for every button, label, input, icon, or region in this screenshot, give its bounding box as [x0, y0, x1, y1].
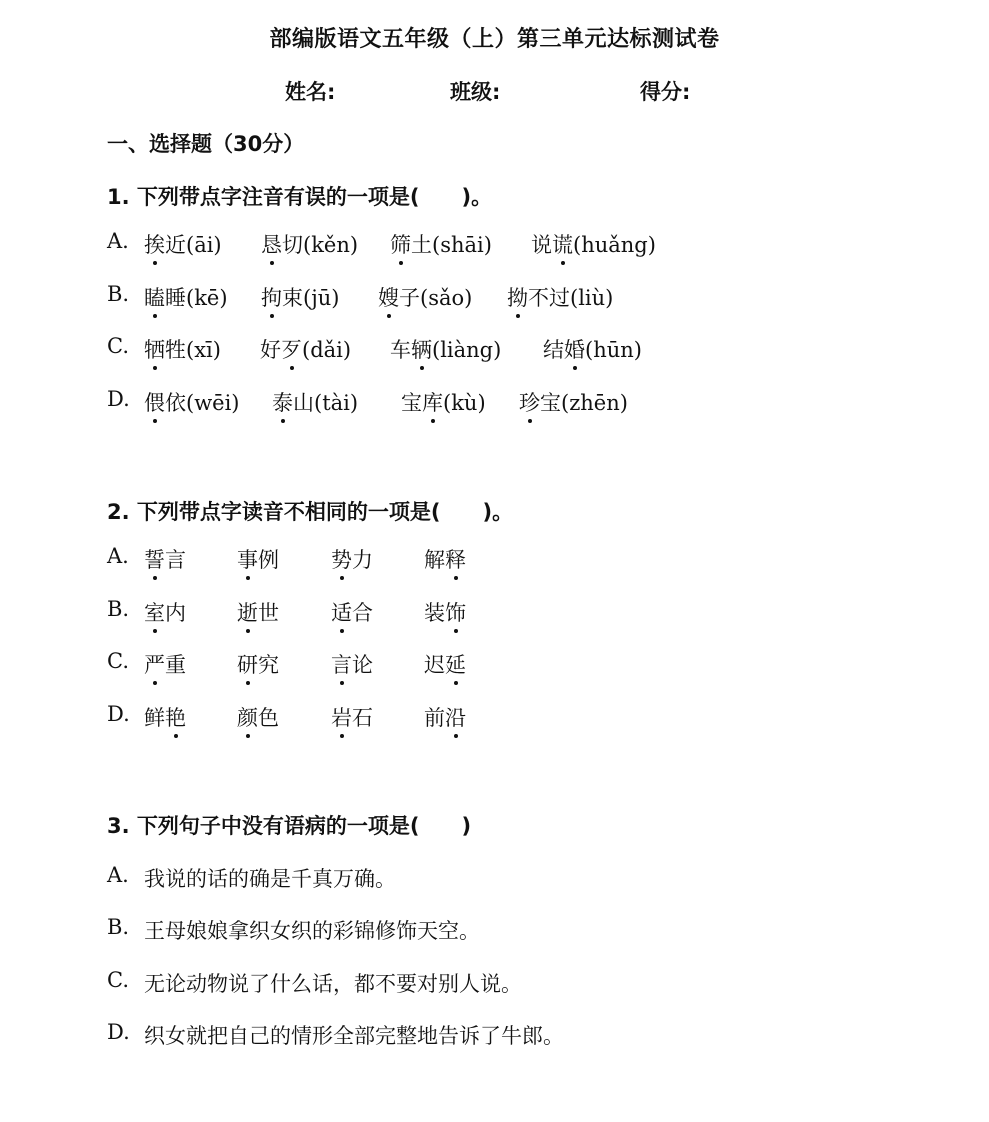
word-item: [390, 334, 501, 364]
word-prefix: 鲜: [144, 706, 165, 730]
word-item: [237, 702, 279, 732]
word-item: [424, 597, 466, 627]
dotted-character: 艳: [165, 702, 186, 732]
word-suffix: 言: [165, 548, 186, 572]
option-letter: D.: [107, 387, 130, 411]
word-prefix: 宝: [401, 391, 422, 415]
word-suffix: 力: [352, 548, 373, 572]
word-item: [237, 597, 279, 627]
option-letter: B.: [107, 915, 130, 939]
option-sentence: 王母娘娘拿织女织的彩锦修饰天空。: [144, 919, 480, 943]
dotted-character: 研: [237, 649, 258, 679]
word-item: [144, 387, 240, 417]
option-letter: B.: [107, 597, 130, 621]
word-item: [272, 387, 358, 417]
question-2-title: 2. 下列带点字读音不相同的一项是( )。: [107, 500, 514, 524]
word-item: [144, 229, 222, 259]
dotted-character: 饰: [445, 597, 466, 627]
option-letter: B.: [107, 282, 130, 306]
word-item: [331, 649, 373, 679]
word-suffix: 重: [165, 653, 186, 677]
dotted-character: 谎: [552, 229, 573, 259]
word-suffix: 牲(xī): [165, 338, 221, 362]
word-item: [237, 649, 279, 679]
word-item: [507, 282, 613, 312]
word-suffix: (hūn): [585, 338, 642, 362]
dotted-character: 室: [144, 597, 165, 627]
word-item: [331, 702, 373, 732]
dotted-character: 偎: [144, 387, 165, 417]
word-prefix: 装: [424, 601, 445, 625]
dotted-character: 誓: [144, 544, 165, 574]
option-letter: C.: [107, 334, 129, 358]
word-item: [331, 597, 373, 627]
word-item: [424, 649, 466, 679]
question-1-title: 1. 下列带点字注音有误的一项是( )。: [107, 185, 493, 209]
word-item: [424, 702, 466, 732]
word-prefix: 车: [390, 338, 411, 362]
dotted-character: 言: [331, 649, 352, 679]
dotted-character: 严: [144, 649, 165, 679]
word-prefix: 好: [260, 338, 281, 362]
word-item: [531, 229, 656, 259]
word-suffix: 合: [352, 601, 373, 625]
word-prefix: 迟: [424, 653, 445, 677]
word-suffix: 切(kěn): [282, 233, 359, 257]
option-letter: A.: [107, 229, 129, 253]
dotted-character: 嫂: [378, 282, 399, 312]
dotted-character: 泰: [272, 387, 293, 417]
word-suffix: (liàng): [432, 338, 502, 362]
word-prefix: 前: [424, 706, 445, 730]
word-suffix: 论: [352, 653, 373, 677]
option-letter: D.: [107, 702, 130, 726]
option-sentence: 我说的话的确是千真万确。: [144, 867, 396, 891]
dotted-character: 恳: [261, 229, 282, 259]
question-3-title: 3. 下列句子中没有语病的一项是( ): [107, 814, 472, 838]
option-letter: A.: [107, 863, 129, 887]
dotted-character: 事: [237, 544, 258, 574]
word-item: [144, 334, 221, 364]
dotted-character: 挨: [144, 229, 165, 259]
dotted-character: 延: [445, 649, 466, 679]
name-label: 姓名:: [285, 80, 336, 104]
option-letter: C.: [107, 649, 129, 673]
word-suffix: (kù): [443, 391, 486, 415]
word-item: [424, 544, 466, 574]
dotted-character: 适: [331, 597, 352, 627]
dotted-character: 释: [445, 544, 466, 574]
word-item: [260, 334, 351, 364]
dotted-character: 歹: [281, 334, 302, 364]
word-prefix: 结: [543, 338, 564, 362]
word-item: [237, 544, 279, 574]
word-suffix: 色: [258, 706, 279, 730]
option-letter: C.: [107, 968, 129, 992]
word-item: [144, 649, 186, 679]
word-item: [144, 544, 186, 574]
word-item: [144, 597, 186, 627]
exam-title: 部编版语文五年级（上）第三单元达标测试卷: [269, 27, 720, 52]
word-suffix: 睡(kē): [165, 286, 228, 310]
word-suffix: 不过(liù): [528, 286, 614, 310]
word-suffix: 近(āi): [165, 233, 222, 257]
word-suffix: 山(tài): [293, 391, 359, 415]
dotted-character: 颜: [237, 702, 258, 732]
option-letter: A.: [107, 544, 129, 568]
class-label: 班级:: [450, 80, 501, 104]
option-sentence: 无论动物说了什么话，都不要对别人说。: [144, 972, 522, 996]
word-suffix: 内: [165, 601, 186, 625]
dotted-character: 拗: [507, 282, 528, 312]
dotted-character: 珍: [519, 387, 540, 417]
word-prefix: 解: [424, 548, 445, 572]
dotted-character: 势: [331, 544, 352, 574]
dotted-character: 逝: [237, 597, 258, 627]
word-suffix: 束(jū): [282, 286, 340, 310]
word-item: [378, 282, 472, 312]
word-suffix: 依(wēi): [165, 391, 240, 415]
word-suffix: 宝(zhēn): [540, 391, 628, 415]
option-letter: D.: [107, 1020, 130, 1044]
word-suffix: 究: [258, 653, 279, 677]
word-suffix: (dǎi): [302, 338, 352, 362]
score-label: 得分:: [640, 80, 691, 104]
word-item: [543, 334, 642, 364]
dotted-character: 筛: [390, 229, 411, 259]
word-item: [261, 282, 339, 312]
word-suffix: (huǎng): [573, 233, 656, 257]
word-item: [144, 702, 186, 732]
option-sentence: 织女就把自己的情形全部完整地告诉了牛郎。: [144, 1024, 564, 1048]
dotted-character: 拘: [261, 282, 282, 312]
word-item: [401, 387, 486, 417]
word-suffix: 例: [258, 548, 279, 572]
word-suffix: 世: [258, 601, 279, 625]
dotted-character: 瞌: [144, 282, 165, 312]
dotted-character: 辆: [411, 334, 432, 364]
dotted-character: 沿: [445, 702, 466, 732]
section-heading-choice: 一、选择题（30分）: [107, 132, 305, 156]
dotted-character: 岩: [331, 702, 352, 732]
word-item: [144, 282, 228, 312]
word-item: [390, 229, 492, 259]
word-item: [519, 387, 628, 417]
dotted-character: 婚: [564, 334, 585, 364]
word-suffix: 石: [352, 706, 373, 730]
word-prefix: 说: [531, 233, 552, 257]
dotted-character: 库: [422, 387, 443, 417]
word-suffix: 子(sǎo): [399, 286, 473, 310]
word-item: [261, 229, 358, 259]
word-suffix: 土(shāi): [411, 233, 492, 257]
dotted-character: 牺: [144, 334, 165, 364]
word-item: [331, 544, 373, 574]
